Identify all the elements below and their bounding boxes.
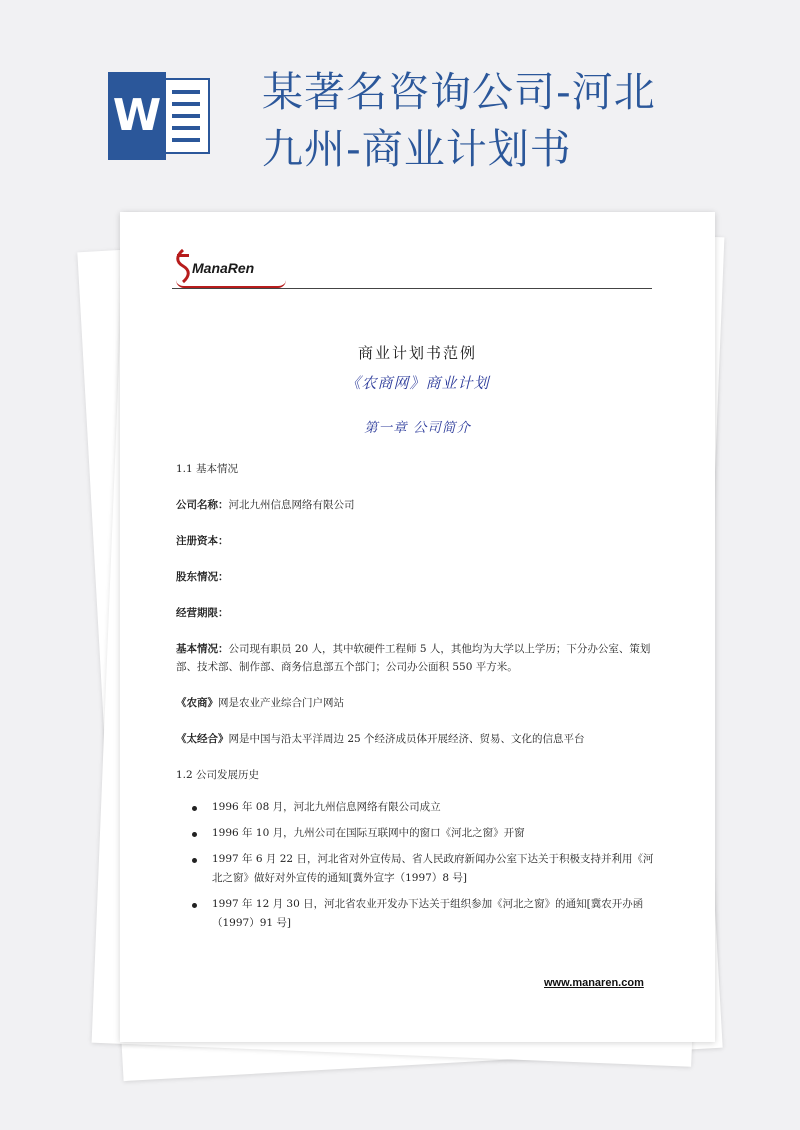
footer-url-link[interactable]: www.manaren.com bbox=[544, 977, 644, 989]
document-page bbox=[120, 212, 715, 1042]
taijinghe-paragraph bbox=[176, 730, 656, 748]
shareholders-row: 股东情况： bbox=[176, 571, 229, 583]
site-name: 《太经合》 bbox=[176, 733, 229, 745]
chapter-heading: 第一章 公司简介 bbox=[364, 420, 471, 436]
document-body bbox=[176, 460, 656, 940]
list-item: 1997 年 6 月 22 日，河北省对外宣传局、省人民政府新闻办公室下达关于积极支持并利用《河北之窗》做好对外宣传的通知[冀外宣字（1997）8 号] bbox=[176, 850, 656, 888]
manaren-logo bbox=[172, 248, 292, 288]
word-icon bbox=[108, 72, 212, 160]
basic-info-paragraph bbox=[176, 640, 656, 676]
field-value: 公司现有职员 20 人，其中软硬件工程师 5 人，其他均为大学以上学历；下分办公室、策划部、技术部、制作部、商务信息部五个部门；公司办公面积 550 平方米。 bbox=[176, 643, 651, 673]
bullet-icon bbox=[192, 903, 197, 908]
company-name-row bbox=[176, 496, 656, 514]
document-title: 商业计划书范例 bbox=[357, 344, 477, 362]
field-value: 河北九州信息网络有限公司 bbox=[228, 499, 355, 511]
header-rule bbox=[172, 288, 652, 289]
page-title bbox=[262, 64, 702, 178]
logo-text: ManaRen bbox=[192, 260, 255, 276]
site-description: 网是中国与沿太平洋周边 25 个经济成员体开展经济、贸易、文化的信息平台 bbox=[228, 733, 585, 745]
bullet-icon bbox=[192, 806, 197, 811]
list-item: 1996 年 10 月，九州公司在国际互联网中的窗口《河北之窗》开窗 bbox=[176, 824, 656, 843]
document-subtitle: 《农商网》商业计划 bbox=[345, 374, 490, 392]
logo-swoosh bbox=[176, 280, 286, 288]
site-name: 《农商》 bbox=[176, 697, 218, 709]
field-label: 基本情况： bbox=[176, 643, 229, 655]
page-title-line-2: 九州-商业计划书 bbox=[262, 125, 572, 173]
business-term-row: 经营期限： bbox=[176, 607, 229, 619]
registered-capital-row: 注册资本： bbox=[176, 535, 229, 547]
list-item: 1996 年 08 月，河北九州信息网络有限公司成立 bbox=[176, 798, 656, 817]
site-description: 网是农业产业综合门户网站 bbox=[218, 697, 344, 709]
history-list bbox=[176, 798, 656, 933]
section-heading: 1.2 公司发展历史 bbox=[176, 769, 260, 781]
word-badge: W bbox=[108, 72, 166, 160]
bullet-icon bbox=[192, 858, 197, 863]
list-item: 1997 年 12 月 30 日，河北省农业开发办下达关于组织参加《河北之窗》的通知[冀农开办函（1997）91 号] bbox=[176, 895, 656, 933]
page-title-line-1: 某著名咨询公司-河北 bbox=[262, 68, 656, 116]
section-heading: 1.1 基本情况 bbox=[176, 463, 239, 475]
logo-seal-icon bbox=[172, 248, 194, 284]
field-label: 公司名称： bbox=[176, 499, 229, 511]
bullet-icon bbox=[192, 832, 197, 837]
nongshang-paragraph bbox=[176, 694, 656, 712]
